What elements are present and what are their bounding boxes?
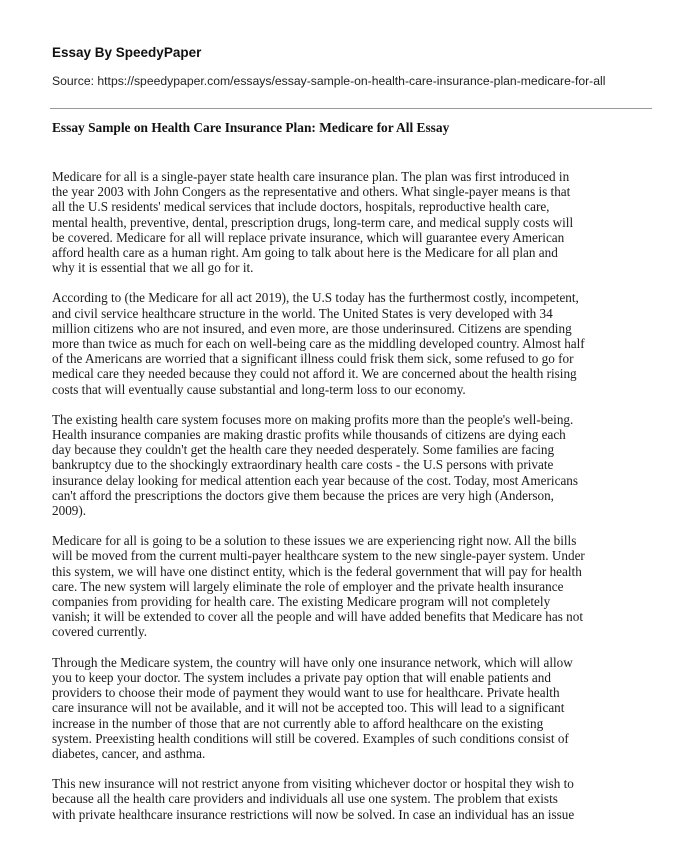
source-line: Source: https://speedypaper.com/essays/essay-sample-on-health-care-insurance-plan-medicare-for-all bbox=[52, 74, 606, 88]
paragraph-line: will be moved from the current multi-payer healthcare system to the new single-payer system. Under bbox=[52, 548, 585, 564]
essay-paragraph bbox=[52, 412, 652, 518]
paragraph-line: the year 2003 with John Congers as the representative and others. What single-payer means is that bbox=[52, 184, 571, 200]
paragraph-line: bankruptcy due to the shockingly extraordinary health care costs - the U.S persons with private bbox=[52, 457, 554, 473]
paragraph-line: medical care they needed because they could not afford it. We are concerned about the health rising bbox=[52, 366, 577, 382]
paragraph-line: this system, we will have one distinct entity, which is the federal government that will pay for health bbox=[52, 563, 582, 579]
paragraph-line: increase in the number of those that are not currently able to afford healthcare on the existing bbox=[52, 715, 544, 731]
paragraph-line: and civil service healthcare structure in the world. The United States is very developed with 34 bbox=[52, 305, 553, 321]
brand-heading: Essay By SpeedyPaper bbox=[52, 45, 202, 60]
paragraph-line: vanish; it will be extended to cover all the people and will have added benefits that Medicare has not bbox=[52, 609, 583, 625]
paragraph-line: companies from providing for health care. The existing Medicare program will not completely bbox=[52, 594, 551, 610]
essay-paragraph bbox=[52, 533, 652, 639]
paragraph-line: covered currently. bbox=[52, 624, 148, 640]
essay-paragraph bbox=[52, 290, 652, 396]
essay-paragraph bbox=[52, 655, 652, 761]
paragraph-line: insurance delay looking for medical attention each year because of the cost. Today, most Americans bbox=[52, 472, 579, 488]
header-divider bbox=[50, 108, 652, 109]
paragraph-line: million citizens who are not insured, and even more, are those underinsured. Citizens are spending bbox=[52, 320, 572, 336]
paragraph-line: Health insurance companies are making drastic profits while thousands of citizens are dying each bbox=[52, 427, 566, 443]
paragraph-line: providers to choose their mode of payment they would want to use for healthcare. Private health bbox=[52, 685, 560, 701]
paragraph-line: diabetes, cancer, and asthma. bbox=[52, 745, 206, 761]
paragraph-line: Through the Medicare system, the country will have only one insurance network, which will allow bbox=[52, 654, 573, 670]
paragraph-line: care. The new system will largely eliminate the role of employer and the private health insurance bbox=[52, 578, 564, 594]
paragraph-line: 2009). bbox=[52, 503, 87, 519]
paragraph-line: can't afford the prescriptions the doctors give them because the prices are very high (Anderson, bbox=[52, 487, 554, 503]
paragraph-line: of the Americans are worried that a significant illness could frisk them sick, some refused to go for bbox=[52, 351, 574, 367]
essay-body bbox=[52, 169, 652, 837]
paragraph-line: care insurance will not be available, and it will not be accepted too. This will lead to a significant bbox=[52, 700, 565, 716]
paragraph-line: mental health, preventive, dental, prescription drugs, long-term care, and medical supply costs will bbox=[52, 214, 574, 230]
essay-paragraph bbox=[52, 169, 652, 275]
paragraph-line: costs that will eventually cause substantial and long-term loss to our economy. bbox=[52, 381, 466, 397]
paragraph-line: why it is essential that we all go for it. bbox=[52, 260, 254, 276]
paragraph-line: all the U.S residents' medical services that include doctors, hospitals, reproductive health care, bbox=[52, 199, 550, 215]
paragraph-line: with private healthcare insurance restrictions will now be solved. In case an individual has an issue bbox=[52, 806, 575, 822]
paragraph-line: afford health care as a human right. Am going to talk about here is the Medicare for all plan and bbox=[52, 245, 558, 261]
paragraph-line: you to keep your doctor. The system includes a private pay option that will enable patients and bbox=[52, 669, 551, 685]
paragraph-line: Medicare for all is going to be a solution to these issues we are experiencing right now. All the bills bbox=[52, 533, 577, 549]
paragraph-line: day because they couldn't get the health care they needed desperately. Some families are facing bbox=[52, 442, 555, 458]
paragraph-line: The existing health care system focuses more on making profits more than the people's well-being. bbox=[52, 411, 574, 427]
paragraph-line: more than twice as much for each on well-being care as the middling developed country. Almost half bbox=[52, 336, 585, 352]
paragraph-line: because all the health care providers and individuals all use one system. The problem that exists bbox=[52, 791, 558, 807]
paragraph-line: According to (the Medicare for all act 2019), the U.S today has the furthermost costly, incompetent, bbox=[52, 290, 579, 306]
essay-paragraph bbox=[52, 776, 652, 822]
paragraph-line: Medicare for all is a single-payer state health care insurance plan. The plan was first introduced in bbox=[52, 169, 570, 184]
paragraph-line: be covered. Medicare for all will replace private insurance, which will guarantee every American bbox=[52, 229, 565, 245]
essay-title: Essay Sample on Health Care Insurance Plan: Medicare for All Essay bbox=[52, 120, 450, 135]
paragraph-line: system. Preexisting health conditions will still be covered. Examples of such conditions consist of bbox=[52, 730, 569, 746]
paragraph-line: This new insurance will not restrict anyone from visiting whichever doctor or hospital they wish to bbox=[52, 776, 574, 792]
